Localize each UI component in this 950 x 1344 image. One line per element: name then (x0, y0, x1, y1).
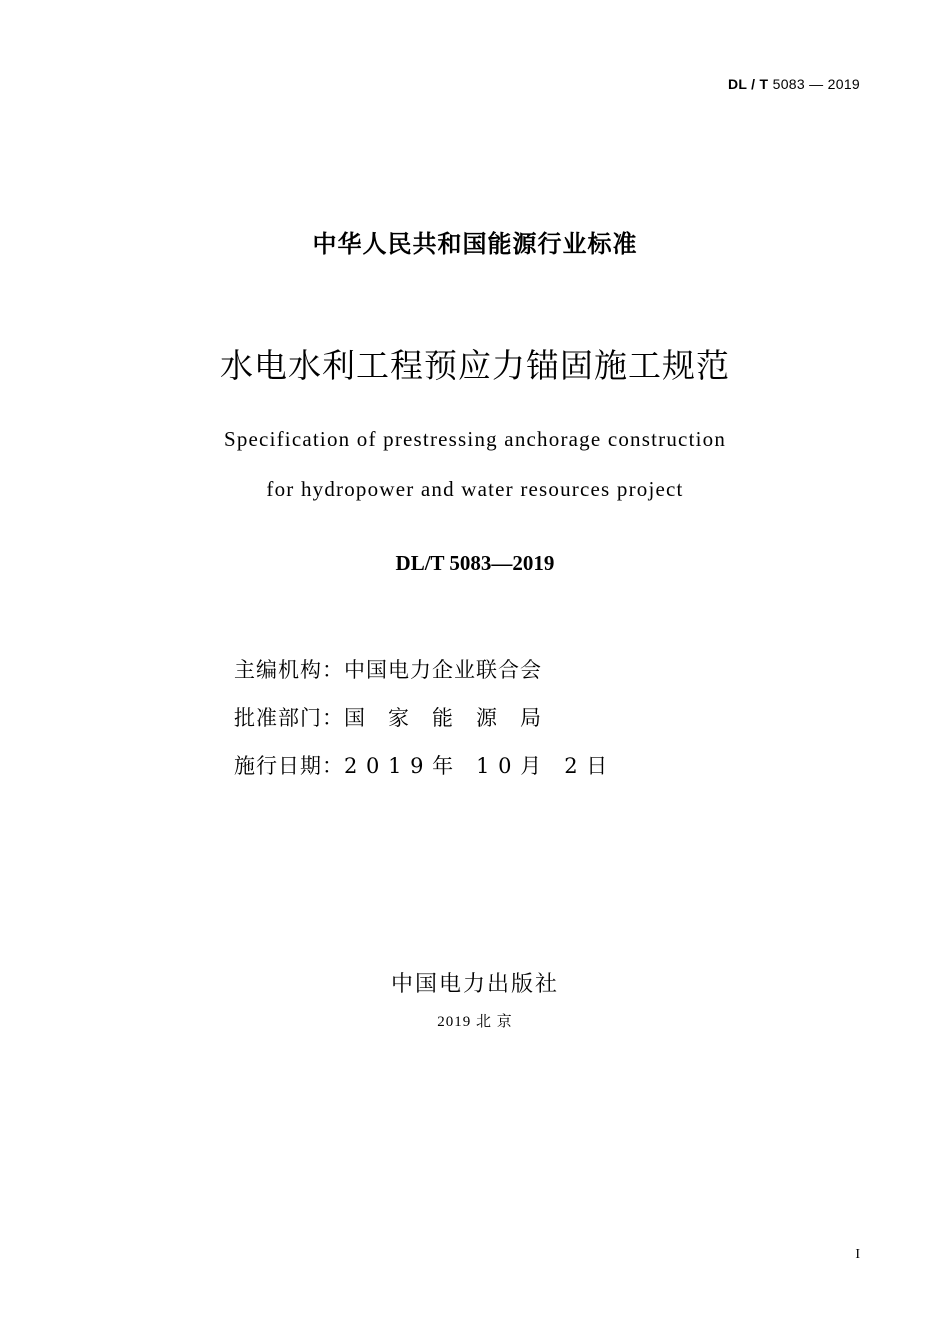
header-code-prefix: DL / T (727, 76, 769, 92)
standard-number: DL/T 5083—2019 (395, 551, 555, 575)
meta-editor-value: 中国电力企业联合会 (344, 658, 542, 682)
meta-editor-label: 主编机构： (234, 658, 344, 682)
standard-category: 中华人民共和国能源行业标准 (312, 230, 638, 258)
meta-effective-label: 施行日期： (234, 754, 344, 778)
meta-approver-value: 国 家 能 源 局 (344, 706, 542, 730)
publisher-name: 中国电力出版社 (390, 972, 559, 997)
publication-year-place: 2019 北 京 (437, 1014, 513, 1030)
meta-approver-row (234, 702, 542, 732)
meta-effective-value: 2 0 1 9 年 1 0 月 2 日 (344, 754, 609, 778)
header-standard-code (728, 76, 860, 92)
page-number: I (855, 1247, 860, 1262)
title-chinese: 水电水利工程预应力锚固施工规范 (220, 346, 730, 385)
header-code-number: 5083 — 2019 (772, 76, 860, 92)
title-english-line-1: Specification of prestressing anchorage construction (223, 427, 727, 451)
title-english-line-2: for hydropower and water resources project (266, 477, 684, 501)
meta-effective-date-row (234, 750, 608, 780)
meta-editor-row (234, 654, 542, 684)
meta-approver-label: 批准部门： (234, 706, 344, 730)
